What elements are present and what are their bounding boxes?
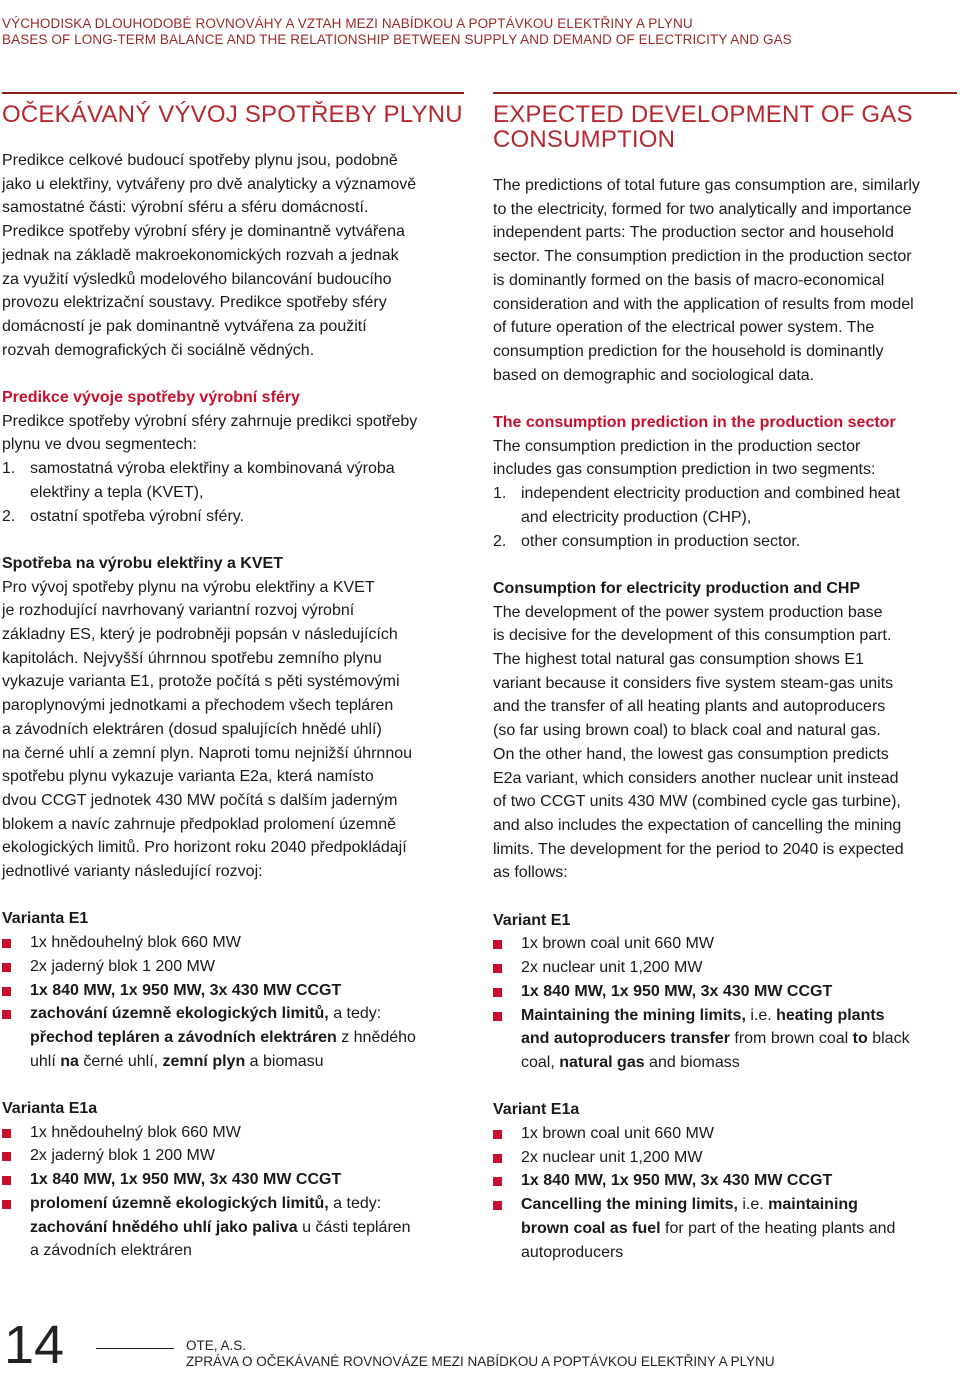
list-number: 1. <box>2 460 16 478</box>
list-item-line <box>521 1241 955 1265</box>
square-bullet-icon <box>2 1200 11 1209</box>
list-item-line <box>521 1004 955 1028</box>
bold-text: prolomení územně ekologických limitů, <box>30 1194 329 1212</box>
plain-text: 2x nuclear unit 1,200 MW <box>521 1148 703 1166</box>
text-line: and the transfer of all heating plants and autoproducers <box>493 698 886 716</box>
plain-text: uhlí <box>30 1052 61 1070</box>
variant-title: Variant E1 <box>493 911 571 929</box>
text-line: spotřebu plynu vykazuje varianta E2a, která namísto <box>2 768 374 786</box>
square-bullet-icon <box>493 1130 502 1139</box>
bold-text: 1x 840 MW, 1x 950 MW, 3x 430 MW CCGT <box>30 981 342 999</box>
list-item-line <box>521 1169 955 1193</box>
list-item <box>493 1146 955 1170</box>
variant-list <box>493 932 955 1074</box>
plain-text: 1x hnědouhelný blok 660 MW <box>30 934 241 952</box>
text-line: a závodních elektráren (dosud spalujících hnědé uhlí) <box>2 720 382 738</box>
text-line: limits. The development for the period to 2040 is expected <box>493 840 904 858</box>
list-item-line <box>30 1121 464 1145</box>
plain-text: for part of the heating plants and <box>660 1219 896 1237</box>
square-bullet-icon <box>493 1177 502 1186</box>
heading-rule <box>493 92 957 94</box>
list-item-line <box>521 1051 955 1075</box>
square-bullet-icon <box>2 939 11 948</box>
plain-text: black <box>867 1030 910 1048</box>
square-bullet-icon <box>493 1012 502 1021</box>
text-line: as follows: <box>493 864 568 882</box>
list-item <box>493 932 955 956</box>
text-line: The highest total natural gas consumption shows E1 <box>493 651 864 669</box>
list-item-line <box>521 980 955 1004</box>
text-line: jednotlivé varianty následující rozvoj: <box>2 863 263 881</box>
text-line: The predictions of total future gas consumption are, similarly <box>493 177 920 194</box>
heading-line: EXPECTED DEVELOPMENT OF GAS <box>493 101 913 128</box>
text-line: consideration and with the application of results from model <box>493 295 914 313</box>
subsection-title: Consumption for electricity production and CHP <box>493 579 861 597</box>
square-bullet-icon <box>493 1201 502 1210</box>
text-line: jako u elektřiny, vytvářeny pro dvě analyticky a významově <box>2 175 417 193</box>
bold-text: na <box>60 1052 79 1070</box>
text-line: consumption prediction for the household is dominantly <box>493 342 884 360</box>
list-number: 2. <box>493 532 507 550</box>
list-item-line <box>521 1193 955 1217</box>
text-line: Pro vývoj spotřeby plynu na výrobu elektřiny a KVET <box>2 578 375 596</box>
list-item-line <box>521 932 955 956</box>
plain-text: u části tepláren <box>297 1218 411 1236</box>
text-line: includes gas consumption prediction in two segments: <box>493 461 876 479</box>
page-number: 14 <box>4 1315 65 1375</box>
list-item <box>2 979 464 1003</box>
text-line: paroplynovými jednotkami a přechodem všech tepláren <box>2 697 394 715</box>
text-line: (so far using brown coal) to black coal and natural gas. <box>493 722 881 740</box>
list-item <box>493 956 955 980</box>
running-header-cz: VÝCHODISKA DLOUHODOBÉ ROVNOVÁHY A VZTAH MEZI NABÍDKOU A POPTÁVKOU ELEKTŘINY A PLYNU <box>2 16 693 31</box>
section-heading <box>493 102 955 152</box>
plain-text: 2x nuclear unit 1,200 MW <box>521 959 703 977</box>
list-item-line <box>30 1026 464 1050</box>
bold-text: zemní plyn <box>162 1052 246 1070</box>
plain-text: a závodních elektráren <box>30 1242 192 1260</box>
plain-text: autoproducers <box>521 1243 624 1261</box>
intro-paragraph <box>2 149 464 362</box>
bold-text: 1x 840 MW, 1x 950 MW, 3x 430 MW CCGT <box>521 1172 833 1190</box>
text-line: blokem a navíc zahrnuje předpoklad prolomení územně <box>2 815 397 833</box>
text-line: provozu elektrizační soustavy. Predikce spotřeby sféry <box>2 294 387 312</box>
list-item-line: and electricity production (CHP), <box>521 508 752 526</box>
intro-paragraph <box>493 174 955 387</box>
bold-text: Cancelling the mining limits, <box>521 1196 738 1214</box>
bold-text: Maintaining the mining limits, <box>521 1006 746 1024</box>
list-item <box>2 931 464 955</box>
square-bullet-icon <box>2 1129 11 1138</box>
text-line: na černé uhlí a zemní plyn. Naproti tomu nejnižší úhrnnou <box>2 744 413 762</box>
list-item <box>2 955 464 979</box>
square-bullet-icon <box>2 1152 11 1161</box>
list-item-line <box>30 979 464 1003</box>
list-item-line <box>521 1217 955 1241</box>
text-line: sector. The consumption prediction in the production sector <box>493 248 912 266</box>
list-item <box>493 1193 955 1264</box>
list-item <box>2 1121 464 1145</box>
list-item <box>2 1168 464 1192</box>
section-heading: OČEKÁVANÝ VÝVOJ SPOTŘEBY PLYNU <box>2 101 463 128</box>
plain-text: 1x brown coal unit 660 MW <box>521 935 714 953</box>
list-item-line <box>30 955 464 979</box>
segment-list <box>493 482 955 553</box>
list-item <box>2 1144 464 1168</box>
text-line: of two CCGT units 430 MW (combined cycle gas turbine), <box>493 793 901 811</box>
variant-title: Varianta E1 <box>2 910 89 928</box>
list-number: 1. <box>493 485 507 503</box>
text-line: dvou CCGT jednotek 430 MW počítá s dalším jaderným <box>2 791 398 809</box>
list-item-line: other consumption in production sector. <box>521 532 801 550</box>
subsection-title: The consumption prediction in the production sector <box>493 414 896 432</box>
text-line: independent parts: The production sector and household <box>493 224 894 242</box>
right-column-en <box>493 92 955 1264</box>
list-item-line <box>521 956 955 980</box>
subsection-title: Predikce vývoje spotřeby výrobní sféry <box>2 389 300 407</box>
plain-text: a biomasu <box>245 1052 324 1070</box>
text-line: samostatné části: výrobní sféru a sféru domácností. <box>2 199 369 217</box>
text-line: and also includes the expectation of cancelling the mining <box>493 816 902 834</box>
plain-text: z hnědého <box>336 1028 416 1046</box>
text-line: E2a variant, which considers another nuclear unit instead <box>493 769 899 787</box>
text-line: Predikce spotřeby výrobní sféry je dominantně vytvářena <box>2 223 405 241</box>
footer-text <box>186 1338 775 1370</box>
list-item <box>2 1192 464 1263</box>
list-item <box>493 1169 955 1193</box>
footer-org: OTE, A.S. <box>186 1338 247 1353</box>
text-line: základny ES, který je podrobněji popsán v následujících <box>2 626 398 644</box>
text-line: vykazuje varianta E1, protože počítá s pěti systémovými <box>2 673 400 691</box>
list-item <box>493 1004 955 1075</box>
list-item-line <box>521 1027 955 1051</box>
square-bullet-icon <box>2 963 11 972</box>
plain-text: a tedy: <box>328 1005 382 1023</box>
variant-list <box>2 931 464 1073</box>
bold-text: natural gas <box>559 1053 645 1071</box>
text-line: domácností je pak dominantně vytvářena za použití <box>2 317 367 335</box>
plain-text: černé uhlí, <box>78 1052 163 1070</box>
plain-text: and biomass <box>644 1053 740 1071</box>
plain-text: coal, <box>521 1053 560 1071</box>
plain-text: i.e. <box>737 1196 769 1214</box>
text-line: za využití výsledků modelového bilancování budoucího <box>2 270 392 288</box>
text-line: ekologických limitů. Pro horizont roku 2040 předpokládají <box>2 839 407 857</box>
subsection-paragraph <box>493 601 955 885</box>
text-line: The consumption prediction in the production sector <box>493 437 861 455</box>
plain-text: i.e. <box>745 1006 777 1024</box>
text-line: variant because it considers five system steam-gas units <box>493 674 894 692</box>
segment-list <box>2 457 464 528</box>
subsection-paragraph <box>2 576 464 884</box>
subsection-paragraph <box>2 410 464 457</box>
list-item-line: ostatní spotřeba výrobní sféry. <box>30 507 245 525</box>
list-item-line: elektřiny a tepla (KVET), <box>30 483 204 501</box>
square-bullet-icon <box>493 940 502 949</box>
text-line: The development of the power system production base <box>493 603 883 621</box>
square-bullet-icon <box>2 987 11 996</box>
text-line: Predikce spotřeby výrobní sféry zahrnuje predikci spotřeby <box>2 412 418 430</box>
list-item <box>493 482 955 529</box>
list-number: 2. <box>2 507 16 525</box>
text-line: of future operation of the electrical power system. The <box>493 319 875 337</box>
bold-text: brown coal as fuel <box>521 1219 661 1237</box>
square-bullet-icon <box>2 1010 11 1019</box>
variant-list <box>2 1121 464 1263</box>
list-item-line <box>521 1122 955 1146</box>
list-item-line <box>30 1216 464 1240</box>
list-item <box>2 1002 464 1073</box>
list-item-line <box>521 1146 955 1170</box>
variant-title: Varianta E1a <box>2 1100 98 1118</box>
list-item <box>2 505 464 529</box>
plain-text: from brown coal <box>729 1030 853 1048</box>
list-item-line <box>30 1002 464 1026</box>
text-line: je rozhodující navrhovaný variantní rozvoj výrobní <box>2 602 355 620</box>
list-item-line <box>30 1050 464 1074</box>
plain-text: 1x brown coal unit 660 MW <box>521 1125 714 1143</box>
list-item <box>493 980 955 1004</box>
footer-rule <box>96 1348 174 1349</box>
square-bullet-icon <box>493 964 502 973</box>
text-line: is dominantly formed on the basis of macro-economical <box>493 271 885 289</box>
text-line: is decisive for the development of this consumption part. <box>493 627 892 645</box>
plain-text: 1x hnědouhelný blok 660 MW <box>30 1123 241 1141</box>
text-line: rozvah demografických či sociálně vědných. <box>2 341 315 359</box>
square-bullet-icon <box>493 1154 502 1163</box>
subsection-title: Spotřeba na výrobu elektřiny a KVET <box>2 554 283 572</box>
bold-text: heating plants <box>776 1006 885 1024</box>
text-line: kapitolách. Nejvyšší úhrnnou spotřebu zemního plynu <box>2 649 382 667</box>
text-line: Predikce celkové budoucí spotřeby plynu jsou, podobně <box>2 152 398 169</box>
text-line: On the other hand, the lowest gas consumption predicts <box>493 745 889 763</box>
bold-text: maintaining <box>768 1196 858 1214</box>
list-item-line: samostatná výroba elektřiny a kombinovaná výroba <box>30 460 395 478</box>
bold-text: to <box>852 1030 868 1048</box>
subsection-paragraph <box>493 435 955 482</box>
bold-text: and autoproducers transfer <box>521 1030 730 1048</box>
list-item-line: independent electricity production and combined heat <box>521 485 900 503</box>
bold-text: přechod tepláren a závodních elektráren <box>30 1028 337 1046</box>
bold-text: zachování hnědého uhlí jako paliva <box>30 1218 298 1236</box>
list-item-line <box>30 1144 464 1168</box>
heading-line: CONSUMPTION <box>493 126 676 153</box>
bold-text: 1x 840 MW, 1x 950 MW, 3x 430 MW CCGT <box>30 1171 342 1189</box>
plain-text: 2x jaderný blok 1 200 MW <box>30 1147 215 1165</box>
list-item <box>2 457 464 504</box>
left-column-cz <box>2 92 464 1263</box>
running-header-en: BASES OF LONG-TERM BALANCE AND THE RELATIONSHIP BETWEEN SUPPLY AND DEMAND OF ELECTRICITY AND GAS <box>2 32 792 47</box>
text-line: to the electricity, formed for two analytically and importance <box>493 200 912 218</box>
square-bullet-icon <box>493 988 502 997</box>
square-bullet-icon <box>2 1176 11 1185</box>
list-item-line <box>30 931 464 955</box>
list-item <box>493 1122 955 1146</box>
variant-title: Variant E1a <box>493 1101 580 1119</box>
list-item-line <box>30 1192 464 1216</box>
text-line: jednak na základě makroekonomických rozvah a jednak <box>2 246 399 264</box>
running-header <box>2 16 792 48</box>
bold-text: 1x 840 MW, 1x 950 MW, 3x 430 MW CCGT <box>521 982 833 1000</box>
plain-text: 2x jaderný blok 1 200 MW <box>30 957 215 975</box>
footer-report-title: ZPRÁVA O OČEKÁVANÉ ROVNOVÁZE MEZI NABÍDKOU A POPTÁVKOU ELEKTŘINY A PLYNU <box>186 1354 775 1369</box>
list-item <box>493 530 955 554</box>
bold-text: zachování územně ekologických limitů, <box>30 1005 329 1023</box>
text-line: based on demographic and sociological data. <box>493 366 815 384</box>
text-line: plynu ve dvou segmentech: <box>2 436 197 454</box>
list-item-line <box>30 1168 464 1192</box>
list-item-line <box>30 1239 464 1263</box>
variant-list <box>493 1122 955 1264</box>
heading-rule <box>2 92 464 94</box>
plain-text: a tedy: <box>328 1194 382 1212</box>
